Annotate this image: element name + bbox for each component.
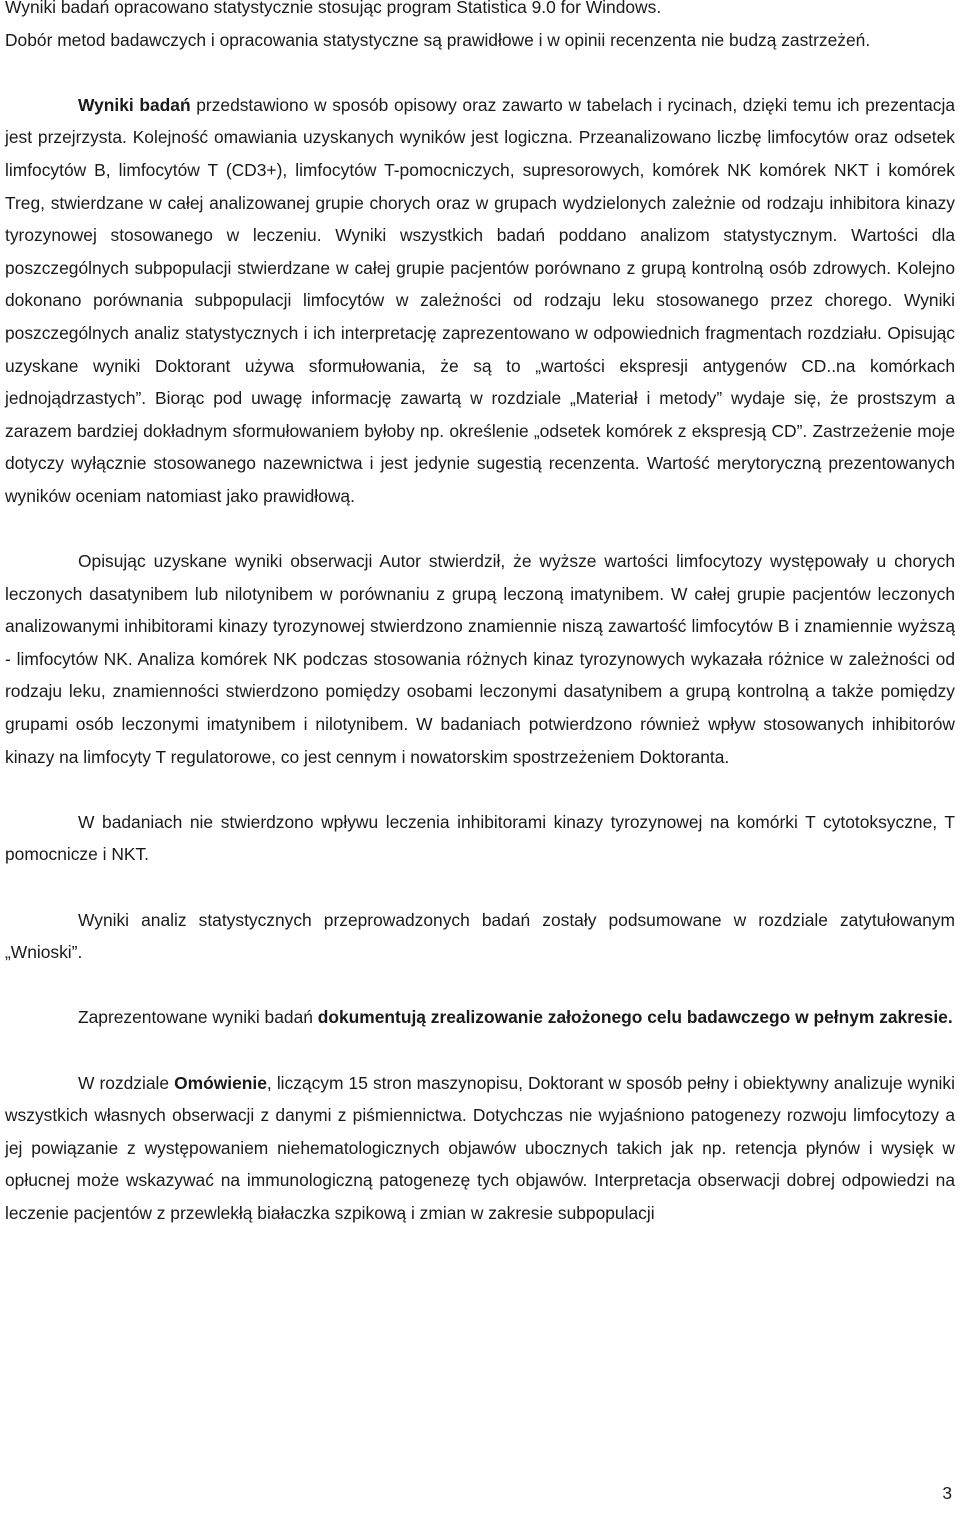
paragraph-gap — [5, 969, 955, 1002]
discussion-text-after: , liczącym 15 stron maszynopisu, Doktorant w sposób pełny i obiektywny analizuje wyniki wszystkich własnych obserwacji z danymi z piśmiennictwa. Dotychczas nie wyjaśniono patogenezy rozwoju limfocytozy a jej powiązanie z występowaniem niehematologicznych objawów ubocznych takich jak np. retencja płynów i wysięk w opłucnej może wskazywać na immunologiczną patogenezę tych objawów. Interpretacja obserwacji dobrej odpowiedzi na leczenie pacjentów z przewlekłą białaczka szpikową i zmian w zakresie subpopulacji — [5, 1072, 955, 1223]
paragraph-research-goal — [5, 1001, 955, 1034]
paragraph-statistics-software: Wyniki badań opracowano statystycznie stosując program Statistica 9.0 for Windows. — [5, 0, 662, 17]
paragraph-gap — [5, 871, 955, 904]
paragraph-gap — [5, 56, 955, 89]
paragraph-gap — [5, 513, 955, 546]
page-number: 3 — [942, 1483, 952, 1503]
results-bold-lead: Wyniki badań — [78, 94, 191, 115]
research-goal-text: Zaprezentowane wyniki badań — [78, 1007, 318, 1028]
paragraph-discussion — [5, 1067, 955, 1230]
paragraph-conclusions: Wyniki analiz statystycznych przeprowadzonych badań zostały podsumowane w rozdziale zatytułowanym „Wnioski”. — [5, 909, 955, 963]
paragraph-observations: Opisując uzyskane wyniki obserwacji Autor stwierdził, że wyższe wartości limfocytozy występowały u chorych leczonych dasatynibem lub nilotynibem w porównaniu z grupą leczoną imatynibem. W całej grupie pacjentów leczonych analizowanymi inhibitorami kinazy tyrozynowej stwierdzono znamiennie niszą zawartość limfocytów B i znamiennie wyższą - limfocytów NK. Analiza komórek NK podczas stosowania różnych kinaz tyrozynowych wykazała różnice w zależności od rodzaju leku, znamienności stwierdzono pomiędzy osobami leczonymi dasatynibem a grupą kontrolną a także pomiędzy grupami osób leczonymi imatynibem i nilotynibem. W badaniach potwierdzono również wpływ stosowanych inhibitorów kinazy na limfocyty T regulatorowe, co jest cennym i nowatorskim spostrzeżeniem Doktoranta. — [5, 551, 955, 767]
discussion-text-before: W rozdziale — [78, 1072, 175, 1093]
results-text: przedstawiono w sposób opisowy oraz zawarto w tabelach i rycinach, dzięki temu ich prezentacja jest przejrzysta. Kolejność omawiania uzyskanych wyników jest logiczna. Przeanalizowano liczbę limfocytów oraz odsetek limfocytów B, limfocytów T (CD3+), limfocytów T-pomocniczych, supresorowych, komórek NK komórek NKT i komórek Treg, stwierdzane w całej analizowanej grupie chorych oraz w grupach wydzielonych zależnie od rodzaju inhibitora kinazy tyrozynowej stosowanego w leczeniu. Wyniki wszystkich badań poddano analizom statystycznym. Wartości dla poszczególnych subpopulacji stwierdzane w całej grupie pacjentów porównano z grupą kontrolną osób zdrowych. Kolejno dokonano porównania subpopulacji limfocytów w zależności od rodzaju leku stosowanego przez chorego. Wyniki poszczególnych analiz statystycznych i ich interpretację zaprezentowano w odpowiednich fragmentach rozdziału. Opisując uzyskane wyniki Doktorant używa sformułowania, że są to „wartości ekspresji antygenów CD..na komórkach jednojądrzastych”. Biorąc pod uwagę informację zawartą w rozdziale „Materiał i metody” wydaje się, że prostszym a zarazem bardziej dokładnym sformułowaniem byłoby np. określenie „odsetek komórek z ekspresją CD”. Zastrzeżenie moje dotyczy wyłącznie stosowanego nazewnictwa i jest jedynie sugestią recenzenta. Wartość merytoryczną prezentowanych wyników oceniam natomiast jako prawidłową. — [5, 94, 955, 506]
paragraph-gap — [5, 1034, 955, 1067]
document-body — [5, 0, 955, 1230]
paragraph-results-presentation — [5, 89, 955, 513]
paragraph-methods-assessment: Dobór metod badawczych i opracowania statystyczne są prawidłowe i w opinii recenzenta nie budzą zastrzeżeń. — [5, 29, 871, 50]
paragraph-no-effect: W badaniach nie stwierdzono wpływu leczenia inhibitorami kinazy tyrozynowej na komórki T cytotoksyczne, T pomocnicze i NKT. — [5, 811, 955, 865]
research-goal-bold: dokumentują zrealizowanie założonego celu badawczego w pełnym zakresie. — [317, 1007, 953, 1028]
discussion-bold: Omówienie — [174, 1072, 267, 1093]
paragraph-gap — [5, 773, 955, 806]
